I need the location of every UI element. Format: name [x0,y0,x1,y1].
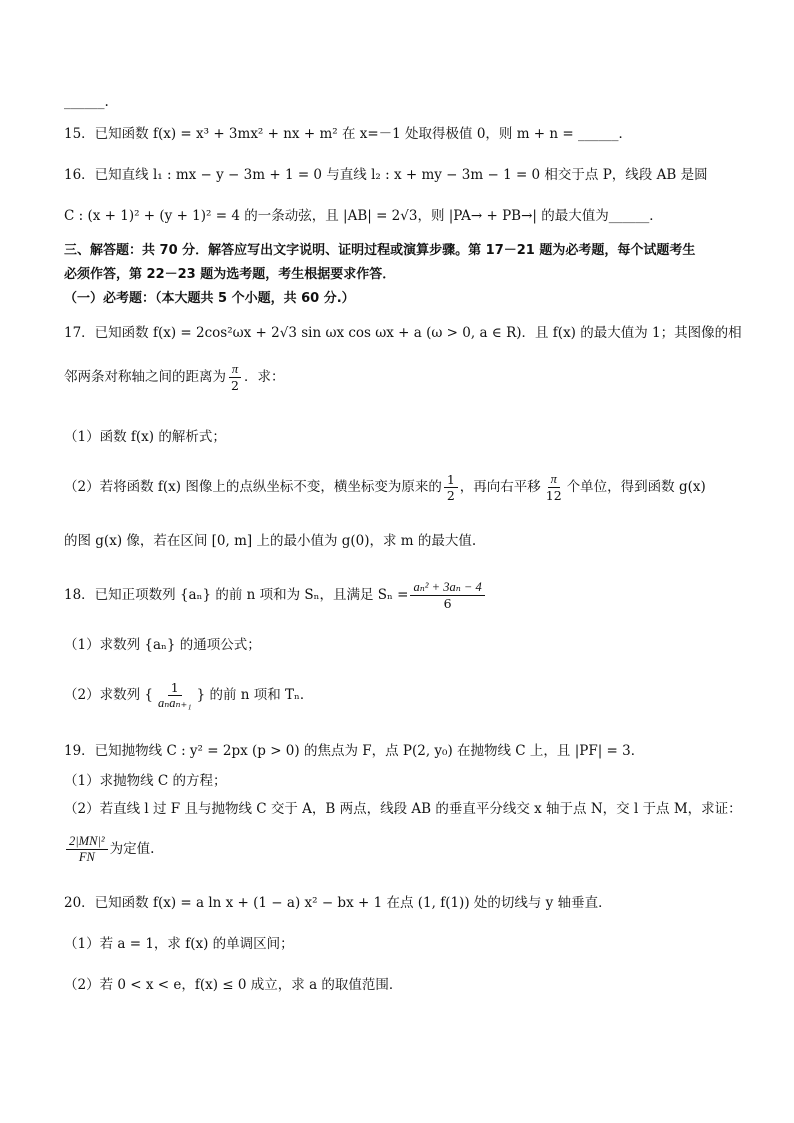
q17d-frac2-num: π [548,472,560,488]
q18-frac-num: aₙ² + 3aₙ − 4 [410,580,484,596]
q17d-frac2-den: 12 [545,488,562,503]
question-18-part1: （1）求数列 {aₙ} 的通项公式； [64,637,261,653]
q17-frac-num: π [229,362,241,378]
q17d-fraction-2 [543,472,565,503]
q17d-mid: ，再向右平移 [459,479,541,495]
q18c-frac-num: 1 [168,680,182,696]
q19d-frac-num: 2|MN|² [66,834,108,850]
question-17-line2 [64,362,754,393]
question-18-line1 [64,580,754,611]
blank-line: ______. [64,94,109,110]
question-17-part2-line2: 的图 g(x) 像，若在区间 [0, m] 上的最小值为 g(0)，求 m 的最大值. [64,533,477,549]
q19d-fraction [66,834,108,865]
q19d-frac-den: FN [78,850,95,864]
q17d-fraction-1 [444,472,458,503]
q17-text-post: ．求： [243,369,285,385]
question-20-part1: （1）若 a = 1，求 f(x) 的单调区间； [64,936,294,952]
question-20-part2: （2）若 0 < x < e，f(x) ≤ 0 成立，求 a 的取值范围． [64,977,403,993]
q18c-pre: （2）求数列 { [64,687,153,703]
question-16-line1: 16．已知直线 l₁ : mx − y − 3m + 1 = 0 与直线 l₂ : x + my − 3m − 1 = 0 相交于点 P，线段 AB 是圆 [64,167,708,183]
question-16-line2: C : (x + 1)² + (y + 1)² = 4 的一条动弦，且 |AB| = 2√3，则 |PA→ + PB→| 的最大值为______． [64,208,663,224]
q18c-frac-den: aₙaₙ₊₁ [157,696,192,710]
q17d-pre: （2）若将函数 f(x) 图像上的点纵坐标不变，横坐标变为原来的 [64,479,442,495]
q17d-post: 个单位，得到函数 g(x) [566,479,706,495]
question-19-part2: （2）若直线 l 过 F 且与抛物线 C 交于 A，B 两点，线段 AB 的垂直平分线交 x 轴于点 N，交 l 于点 M，求证： [64,801,742,817]
question-17-line1: 17．已知函数 f(x) = 2cos²ωx + 2√3 sin ωx cos ωx + a (ω > 0, a ∈ R)．且 f(x) 的最大值为 1；其图像的相 [64,325,742,341]
question-18-part2 [64,680,754,711]
q18-fraction [410,580,484,611]
section-required-heading: （一）必考题：（本大题共 5 个小题，共 60 分.） [64,291,355,306]
q18-frac-den: 6 [443,596,452,611]
q17-fraction [228,362,242,393]
q17-frac-den: 2 [231,378,239,393]
q18c-fraction [155,680,195,711]
question-19-line1: 19．已知抛物线 C : y² = 2px (p > 0) 的焦点为 F，点 P(2, y₀) 在抛物线 C 上，且 |PF| = 3． [64,743,645,759]
q18c-post: } 的前 n 项和 Tₙ． [196,687,314,703]
q17-text-pre: 邻两条对称轴之间的距离为 [64,369,226,385]
question-17-part2-line1 [64,472,754,503]
q18-pre: 18．已知正项数列 {aₙ} 的前 n 项和为 Sₙ，且满足 Sₙ = [64,587,409,603]
question-20-line1: 20．已知函数 f(x) = a ln x + (1 − a) x² − bx + 1 在点 (1, f(1)) 处的切线与 y 轴垂直． [64,895,612,911]
section-3-heading: 三、解答题：共 70 分．解答应写出文字说明、证明过程或演算步骤。第 17－21 题为必考题，每个试题考生 [64,243,696,258]
question-19-part2-line2 [64,834,754,865]
section-3-instructions: 必须作答，第 22－23 题为选考题，考生根据要求作答． [64,267,396,282]
q17d-frac1-den: 2 [446,488,455,503]
question-19-part1: （1）求抛物线 C 的方程； [64,773,227,789]
question-15: 15．已知函数 f(x) = x³ + 3mx² + nx + m² 在 x=－1 处取得极值 0，则 m + n = ______． [64,126,632,142]
q19d-post: 为定值. [109,841,155,857]
q17d-frac1-num: 1 [444,472,458,488]
question-17-part1: （1）函数 f(x) 的解析式； [64,429,226,445]
